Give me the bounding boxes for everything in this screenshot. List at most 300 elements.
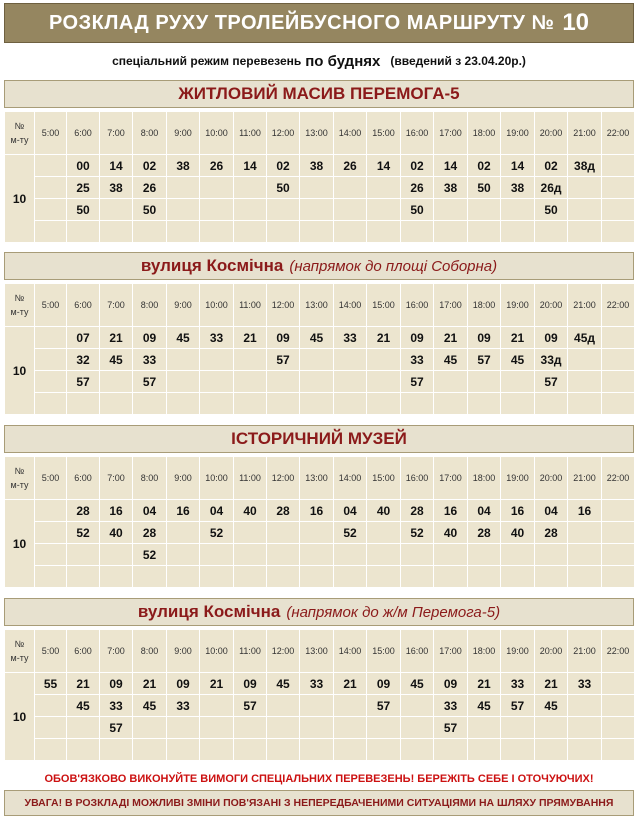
departure-minute: 21 — [67, 673, 100, 695]
departure-minute — [401, 544, 434, 566]
departure-minute — [401, 695, 434, 717]
departure-row — [5, 500, 635, 522]
departure-minute — [200, 739, 234, 761]
hour-header: 11:00 — [234, 284, 267, 327]
departure-minute — [367, 566, 401, 588]
departure-minute: 52 — [67, 522, 100, 544]
hour-header: 22:00 — [602, 630, 635, 673]
hour-header: 20:00 — [535, 630, 568, 673]
departure-minute: 45 — [468, 695, 501, 717]
hour-header: 17:00 — [434, 630, 468, 673]
departure-minute — [200, 544, 234, 566]
departure-minute: 38 — [100, 177, 133, 199]
departure-minute — [234, 717, 267, 739]
departure-minute: 04 — [200, 500, 234, 522]
departure-minute — [367, 544, 401, 566]
hour-header: 21:00 — [568, 112, 602, 155]
hour-header: 5:00 — [35, 284, 67, 327]
hour-header: 16:00 — [401, 112, 434, 155]
departure-minute — [300, 695, 334, 717]
hour-header: 6:00 — [67, 284, 100, 327]
departure-minute — [200, 177, 234, 199]
departure-minute — [200, 371, 234, 393]
departure-minute: 28 — [133, 522, 167, 544]
route-number: 10 — [562, 9, 590, 36]
departure-minute: 33 — [568, 673, 602, 695]
departure-minute — [67, 739, 100, 761]
route-column-header — [5, 112, 35, 155]
departure-minute: 38д — [568, 155, 602, 177]
departure-minute: 16 — [568, 500, 602, 522]
stop-name: ІСТОРИЧНИЙ МУЗЕЙ — [231, 429, 407, 448]
departure-minute — [535, 544, 568, 566]
departure-minute — [334, 349, 367, 371]
departure-minute — [200, 199, 234, 221]
departure-minute — [501, 199, 535, 221]
departure-minute — [535, 566, 568, 588]
departure-row — [5, 327, 635, 349]
departure-minute — [334, 544, 367, 566]
departure-minute — [602, 739, 635, 761]
departure-minute: 45д — [568, 327, 602, 349]
departure-minute — [468, 739, 501, 761]
hour-header: 9:00 — [167, 457, 200, 500]
departure-minute — [35, 221, 67, 243]
departure-minute — [602, 695, 635, 717]
departure-minute — [234, 371, 267, 393]
departure-minute: 21 — [468, 673, 501, 695]
departure-minute: 33 — [100, 695, 133, 717]
hour-header: 8:00 — [133, 284, 167, 327]
departure-minute: 00 — [67, 155, 100, 177]
departure-minute — [568, 199, 602, 221]
hour-header: 9:00 — [167, 284, 200, 327]
hour-header: 18:00 — [468, 457, 501, 500]
route-number-cell: 10 — [5, 500, 35, 588]
departure-minute — [267, 717, 300, 739]
departure-minute: 33 — [434, 695, 468, 717]
departure-minute — [535, 393, 568, 415]
hour-header: 19:00 — [501, 630, 535, 673]
subtitle — [4, 46, 634, 76]
departure-minute — [367, 717, 401, 739]
departure-minute — [234, 522, 267, 544]
route-header-label: м-ту — [10, 135, 29, 145]
departure-minute: 57 — [501, 695, 535, 717]
departure-minute: 38 — [167, 155, 200, 177]
departure-minute: 45 — [434, 349, 468, 371]
departure-minute — [300, 522, 334, 544]
departure-minute: 14 — [367, 155, 401, 177]
schedule-section — [4, 252, 634, 415]
departure-minute — [267, 221, 300, 243]
route-header-symbol: № — [14, 293, 25, 303]
departure-row — [5, 199, 635, 221]
title-bar — [4, 3, 634, 43]
departure-minute: 02 — [401, 155, 434, 177]
departure-minute — [367, 199, 401, 221]
departure-minute — [67, 566, 100, 588]
departure-minute: 21 — [334, 673, 367, 695]
stop-name-bar — [4, 425, 634, 453]
hour-header: 10:00 — [200, 630, 234, 673]
departure-minute: 21 — [100, 327, 133, 349]
departure-minute: 09 — [434, 673, 468, 695]
departure-minute: 14 — [434, 155, 468, 177]
departure-minute — [234, 221, 267, 243]
departure-minute: 21 — [133, 673, 167, 695]
departure-minute — [167, 199, 200, 221]
departure-row — [5, 522, 635, 544]
departure-minute — [334, 221, 367, 243]
notice-text: УВАГА! В РОЗКЛАДІ МОЖЛИВІ ЗМІНИ ПОВ'ЯЗАНІ З НЕПЕРЕДБАЧЕНИМИ СИТУАЦІЯМИ НА ШЛЯХУ ПРЯМУВАННЯ — [24, 797, 614, 809]
departure-minute: 28 — [468, 522, 501, 544]
departure-minute: 14 — [100, 155, 133, 177]
departure-minute — [535, 717, 568, 739]
departure-minute — [468, 371, 501, 393]
departure-minute — [100, 566, 133, 588]
departure-minute — [35, 500, 67, 522]
departure-minute — [602, 393, 635, 415]
hour-header: 14:00 — [334, 284, 367, 327]
departure-minute — [234, 393, 267, 415]
departure-minute — [367, 221, 401, 243]
departure-minute: 57 — [367, 695, 401, 717]
departure-minute — [602, 221, 635, 243]
stop-name: ЖИТЛОВИЙ МАСИВ ПЕРЕМОГА-5 — [178, 84, 460, 103]
subtitle-days: по буднях — [305, 52, 381, 70]
hour-header: 11:00 — [234, 630, 267, 673]
departure-minute: 09 — [133, 327, 167, 349]
departure-minute — [35, 522, 67, 544]
hour-header: 11:00 — [234, 112, 267, 155]
departure-minute — [602, 327, 635, 349]
schedule-section — [4, 80, 634, 243]
departure-row — [5, 673, 635, 695]
departure-minute — [367, 349, 401, 371]
departure-minute — [501, 393, 535, 415]
departure-minute — [200, 566, 234, 588]
departure-minute: 02 — [267, 155, 300, 177]
stop-name-bar — [4, 252, 634, 280]
departure-minute — [602, 522, 635, 544]
departure-minute: 52 — [133, 544, 167, 566]
departure-minute: 09 — [167, 673, 200, 695]
departure-minute — [67, 544, 100, 566]
departure-minute — [367, 371, 401, 393]
departure-minute — [167, 566, 200, 588]
hours-header-row — [5, 457, 635, 500]
departure-minute: 33д — [535, 349, 568, 371]
departure-minute — [434, 393, 468, 415]
route-column-header — [5, 630, 35, 673]
schedule-table — [4, 629, 635, 761]
subtitle-mode: спеціальний режим перевезень — [112, 54, 302, 68]
departure-minute: 40 — [367, 500, 401, 522]
departure-minute — [200, 695, 234, 717]
departure-minute — [35, 544, 67, 566]
departure-row — [5, 739, 635, 761]
departure-minute — [501, 717, 535, 739]
departure-minute — [234, 566, 267, 588]
departure-row — [5, 717, 635, 739]
departure-minute — [568, 221, 602, 243]
departure-minute: 50 — [67, 199, 100, 221]
hour-header: 20:00 — [535, 457, 568, 500]
departure-minute — [234, 739, 267, 761]
departure-minute: 45 — [267, 673, 300, 695]
departure-minute — [568, 522, 602, 544]
departure-minute — [133, 566, 167, 588]
departure-minute: 04 — [133, 500, 167, 522]
departure-minute — [167, 522, 200, 544]
departure-minute — [434, 371, 468, 393]
departure-minute — [35, 739, 67, 761]
hour-header: 7:00 — [100, 112, 133, 155]
departure-minute — [434, 544, 468, 566]
hour-header: 8:00 — [133, 630, 167, 673]
hour-header: 13:00 — [300, 284, 334, 327]
departure-minute — [401, 739, 434, 761]
departure-minute — [100, 393, 133, 415]
departure-minute: 33 — [401, 349, 434, 371]
departure-minute — [67, 221, 100, 243]
hour-header: 22:00 — [602, 457, 635, 500]
stop-direction: (напрямок до площі Соборна) — [289, 257, 498, 275]
hour-header: 15:00 — [367, 630, 401, 673]
departure-minute: 09 — [100, 673, 133, 695]
hour-header: 5:00 — [35, 457, 67, 500]
departure-minute: 50 — [133, 199, 167, 221]
departure-minute: 40 — [501, 522, 535, 544]
departure-minute — [300, 199, 334, 221]
departure-minute: 09 — [401, 327, 434, 349]
departure-minute — [434, 199, 468, 221]
departure-minute — [334, 393, 367, 415]
departure-minute — [267, 739, 300, 761]
departure-minute — [568, 717, 602, 739]
page-title: РОЗКЛАД РУХУ ТРОЛЕЙБУСНОГО МАРШРУТУ № — [48, 11, 555, 34]
hour-header: 21:00 — [568, 630, 602, 673]
departure-minute — [334, 199, 367, 221]
departure-minute: 45 — [501, 349, 535, 371]
departure-minute — [200, 349, 234, 371]
departure-minute — [501, 371, 535, 393]
departure-minute — [267, 566, 300, 588]
departure-row — [5, 177, 635, 199]
departure-minute — [602, 500, 635, 522]
hour-header: 17:00 — [434, 112, 468, 155]
hour-header: 9:00 — [167, 112, 200, 155]
departure-minute — [468, 717, 501, 739]
departure-minute — [267, 393, 300, 415]
departure-minute — [267, 522, 300, 544]
departure-minute — [300, 717, 334, 739]
departure-minute: 57 — [468, 349, 501, 371]
departure-minute — [501, 544, 535, 566]
departure-minute — [434, 566, 468, 588]
departure-minute — [234, 199, 267, 221]
hour-header: 7:00 — [100, 630, 133, 673]
departure-minute: 57 — [267, 349, 300, 371]
departure-minute — [200, 221, 234, 243]
departure-minute — [234, 349, 267, 371]
departure-minute — [35, 393, 67, 415]
hour-header: 19:00 — [501, 112, 535, 155]
hour-header: 13:00 — [300, 457, 334, 500]
departure-minute — [300, 349, 334, 371]
route-number-cell: 10 — [5, 673, 35, 761]
stop-name-bar — [4, 598, 634, 626]
departure-minute: 04 — [468, 500, 501, 522]
departure-minute — [133, 739, 167, 761]
schedule-table — [4, 111, 635, 243]
departure-minute — [167, 371, 200, 393]
departure-minute: 26 — [334, 155, 367, 177]
departure-minute — [602, 155, 635, 177]
departure-minute: 09 — [234, 673, 267, 695]
departure-minute — [568, 371, 602, 393]
departure-minute: 38 — [300, 155, 334, 177]
departure-minute — [367, 522, 401, 544]
stop-name: вулиця Космічна — [140, 256, 284, 275]
departure-row — [5, 544, 635, 566]
hour-header: 18:00 — [468, 630, 501, 673]
departure-minute — [100, 221, 133, 243]
hour-header: 14:00 — [334, 630, 367, 673]
hour-header: 18:00 — [468, 284, 501, 327]
hour-header: 22:00 — [602, 284, 635, 327]
departure-minute: 45 — [535, 695, 568, 717]
departure-minute — [501, 566, 535, 588]
departure-minute — [300, 393, 334, 415]
departure-minute: 45 — [133, 695, 167, 717]
departure-minute: 09 — [367, 673, 401, 695]
hour-header: 22:00 — [602, 112, 635, 155]
hours-header-row — [5, 284, 635, 327]
departure-minute — [334, 371, 367, 393]
departure-minute: 33 — [300, 673, 334, 695]
departure-minute — [568, 566, 602, 588]
departure-minute — [167, 349, 200, 371]
hour-header: 5:00 — [35, 112, 67, 155]
departure-minute — [334, 566, 367, 588]
departure-minute: 45 — [167, 327, 200, 349]
departure-minute: 33 — [200, 327, 234, 349]
departure-minute: 02 — [468, 155, 501, 177]
route-column-header — [5, 457, 35, 500]
departure-minute: 14 — [234, 155, 267, 177]
departure-minute: 57 — [67, 371, 100, 393]
departure-minute: 38 — [501, 177, 535, 199]
schedule-table — [4, 283, 635, 415]
hour-header: 6:00 — [67, 112, 100, 155]
hour-header: 16:00 — [401, 284, 434, 327]
departure-minute: 55 — [35, 673, 67, 695]
hour-header: 17:00 — [434, 457, 468, 500]
departure-row — [5, 393, 635, 415]
departure-minute — [267, 371, 300, 393]
hours-header-row — [5, 112, 635, 155]
hours-header-row — [5, 630, 635, 673]
departure-minute — [167, 544, 200, 566]
departure-minute — [434, 739, 468, 761]
departure-minute — [602, 544, 635, 566]
route-header-label: м-ту — [10, 307, 29, 317]
departure-minute: 45 — [67, 695, 100, 717]
departure-minute: 33 — [167, 695, 200, 717]
departure-minute — [35, 371, 67, 393]
departure-minute — [602, 349, 635, 371]
departure-minute — [133, 393, 167, 415]
departure-minute: 50 — [468, 177, 501, 199]
departure-minute: 21 — [535, 673, 568, 695]
departure-minute — [167, 393, 200, 415]
departure-minute: 07 — [67, 327, 100, 349]
departure-minute: 26д — [535, 177, 568, 199]
warning-text: ОБОВ'ЯЗКОВО ВИКОНУЙТЕ ВИМОГИ СПЕЦІАЛЬНИХ ПЕРЕВЕЗЕНЬ! БЕРЕЖІТЬ СЕБЕ І ОТОЧУЮЧИХ! — [44, 773, 594, 785]
subtitle-date: (введений з 23.04.20р.) — [390, 54, 526, 68]
departure-minute: 40 — [234, 500, 267, 522]
departure-minute: 26 — [200, 155, 234, 177]
departure-minute: 09 — [468, 327, 501, 349]
departure-minute — [334, 177, 367, 199]
hour-header: 8:00 — [133, 112, 167, 155]
departure-minute: 28 — [401, 500, 434, 522]
departure-minute — [334, 739, 367, 761]
departure-row — [5, 371, 635, 393]
route-number-cell: 10 — [5, 155, 35, 243]
departure-minute: 50 — [535, 199, 568, 221]
departure-minute — [602, 199, 635, 221]
departure-minute — [602, 717, 635, 739]
route-header-label: м-ту — [10, 480, 29, 490]
departure-minute: 25 — [67, 177, 100, 199]
departure-minute — [167, 221, 200, 243]
departure-minute — [468, 566, 501, 588]
hour-header: 15:00 — [367, 284, 401, 327]
departure-minute — [367, 739, 401, 761]
departure-minute — [568, 177, 602, 199]
departure-row — [5, 566, 635, 588]
hour-header: 19:00 — [501, 457, 535, 500]
hour-header: 12:00 — [267, 457, 300, 500]
hour-header: 15:00 — [367, 112, 401, 155]
departure-minute: 21 — [234, 327, 267, 349]
hour-header: 10:00 — [200, 284, 234, 327]
departure-minute — [35, 327, 67, 349]
departure-row — [5, 349, 635, 371]
departure-minute — [35, 199, 67, 221]
hour-header: 13:00 — [300, 112, 334, 155]
hour-header: 19:00 — [501, 284, 535, 327]
hour-header: 7:00 — [100, 284, 133, 327]
route-header-label: м-ту — [10, 653, 29, 663]
departure-minute — [367, 393, 401, 415]
departure-minute — [568, 349, 602, 371]
hour-header: 17:00 — [434, 284, 468, 327]
departure-minute — [267, 544, 300, 566]
departure-minute: 50 — [401, 199, 434, 221]
departure-minute — [100, 199, 133, 221]
departure-minute — [100, 544, 133, 566]
departure-minute: 52 — [200, 522, 234, 544]
departure-minute — [234, 544, 267, 566]
departure-minute — [67, 393, 100, 415]
hour-header: 14:00 — [334, 457, 367, 500]
departure-minute — [100, 371, 133, 393]
departure-minute — [401, 221, 434, 243]
